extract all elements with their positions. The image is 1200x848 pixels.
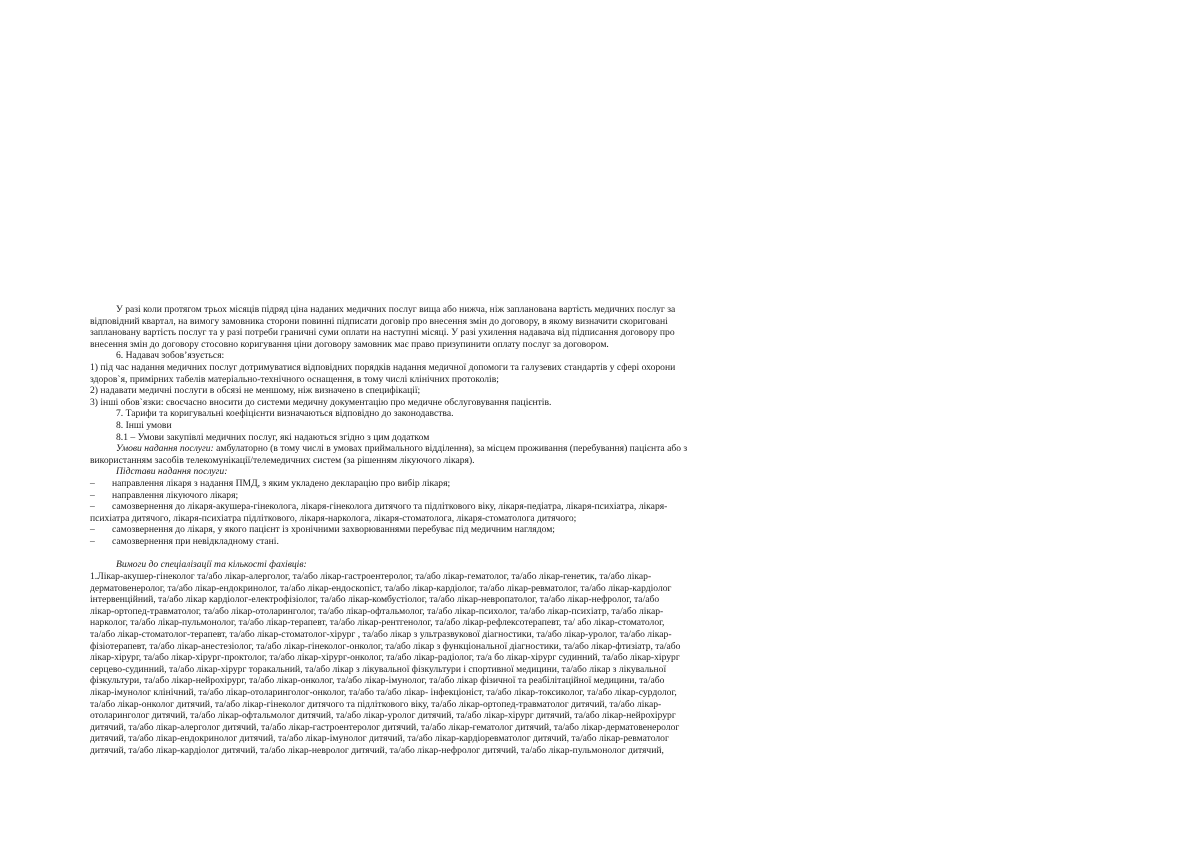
conditions-text: амбулаторно (в тому числі в умовах приймального відділення), за місцем проживання (перебування) пацієнта або з	[213, 443, 688, 455]
section-7: 7. Тарифи та коригувальні коефіцієнти визначаються відповідно до законодавства.	[116, 408, 454, 420]
text-line: дитячий, та/або лікар-алерголог дитячий, та/або лікар-гастроентеролог дитячий, та/або лікар-гематолог дитячий, та/або лікар-дерматовенеролог	[90, 721, 680, 733]
conditions-line	[90, 443, 780, 455]
text-line: лікар-ортопед-травматолог, та/або лікар-отоларинголог, та/або лікар-офтальмолог, та/або лікар-психолог, та/або лікар-психіатр, та/або лікар-	[90, 605, 664, 617]
text-line: 2) надавати медичні послуги в обсязі не меншому, ніж визначено в специфікації;	[90, 385, 421, 397]
section-6-list	[90, 362, 780, 408]
text-line: 1.Лікар-акушер-гінеколог та/або лікар-алерголог, та/або лікар-гастроентеролог, та/або лікар-гематолог, та/або лікар-генетик, та/або лікар-	[90, 571, 652, 583]
specialists-label: Вимоги до спеціалізації та кількості фахівців:	[116, 559, 307, 571]
grounds-list	[90, 478, 780, 548]
text-line: та/або лікар-онколог дитячий, та/або лікар-гінеколог дитячого та підліткового віку, та/або лікар-ортопед-травматолог дитячий, та/або лікар-	[90, 698, 662, 710]
dash-marker: –	[90, 477, 95, 489]
dash-marker: –	[90, 489, 95, 501]
paragraph-price-adjustment	[90, 304, 780, 350]
text-line: лікар-хірург, та/або лікар-хірург-проктолог, та/або лікар-хірург-онколог, та/або лікар-радіолог, та/а бо лікар-хірург судинний, та/або лікар-хірург	[90, 652, 680, 664]
text-line: внесення змін до договору стосовно коригування ціни договору замовник має право призупинити оплату послуг за договором.	[90, 338, 609, 350]
conditions-label: Умови надання послуги:	[116, 443, 214, 455]
text-line: нарколог, та/або лікар-пульмонолог, та/або лікар-терапевт, та/або лікар-рентгенолог, та/або лікар-рефлексотерапевт, та/ або лікар-стоматолог,	[90, 617, 665, 629]
list-item: – самозвернення до лікаря, у якого пацієнт із хронічними захворюваннями перебуває під медичним наглядом;	[90, 524, 555, 536]
text-line: та/або лікар-стоматолог-терапевт, та/або лікар-стоматолог-хірург , та/або лікар з ультразвукової діагностики, та/або лікар-уролог, та/або лікар-	[90, 629, 672, 641]
dash-marker: –	[90, 535, 95, 547]
spacer	[90, 547, 780, 559]
text-line: інтервенційний, та/або лікар кардіолог-електрофізіолог, та/або лікар-комбустіолог, та/або лікар-невропатолог, та/або лікар-нефролог, та/або	[90, 594, 660, 606]
section-6-title: 6. Надавач зобов’язується:	[116, 350, 225, 362]
text-line: лікар-імунолог клінічний, та/або лікар-отоларинголог-онколог, та/або та/або лікар- інфекціоніст, та/або лікар-токсиколог, та/або лікар-сурдолог,	[90, 687, 677, 698]
list-item-cont: психіатра дитячого, лікаря-психіатра підліткового, лікаря-нарколога, лікаря-стоматолога, лікаря-стоматолога дитячого;	[90, 512, 577, 524]
list-item: – направлення лікаря з надання ПМД, з яким укладено декларацію про вибір лікаря;	[90, 477, 451, 489]
text-line: фізіотерапевт, та/або лікар-анестезіолог, та/або лікар-гінеколог-онколог, та/або лікар з функціональної діагностики, та/або лікар-фтизіатр, та/або	[90, 640, 681, 652]
text-line: дитячий, та/або лікар-кардіолог дитячий, та/або лікар-невролог дитячий, та/або лікар-нефролог дитячий, та/або лікар-пульмонолог дитячий,	[90, 744, 664, 756]
text-line: 3) інші обов`язки: своєчасно вносити до системи медичну документацію про медичне обслуговування пацієнтів.	[90, 396, 552, 408]
section-8-1: 8.1 – Умови закупівлі медичних послуг, які надаються згідно з цим додатком	[116, 431, 430, 443]
text-line: серцево-судинний, та/або лікар-хірург торакальний, та/або лікар з лікувальної фізкультури і спортивної медицини, та/або лікар з лікувальної	[90, 663, 667, 675]
section-8-title: 8. Інші умови	[116, 419, 172, 431]
text-line: дерматовенеролог, та/або лікар-ендокринолог, та/або лікар-ендоскопіст, та/або лікар-кардіолог, та/або лікар-ревматолог, та/або лікар-кардіолог	[90, 582, 672, 594]
dash-marker: –	[90, 524, 95, 536]
text-line: здоров`я, примірних табелів матеріально-технічного оснащення, в тому числі клінічних протоколів;	[90, 373, 499, 385]
list-item: – самозвернення при невідкладному стані.	[90, 535, 279, 547]
conditions-text-cont: використанням засобів телекомунікації/телемедичних систем (за рішенням лікуючого лікаря).	[90, 454, 475, 466]
text-line: 1) під час надання медичних послуг дотримуватися відповідних порядків надання медичної допомоги та галузевих стандартів у сфері охорони	[90, 361, 676, 373]
list-item: – самозвернення до лікаря-акушера-гінеколога, лікаря-гінеколога дитячого та підліткового віку, лікаря-педіатра, лікаря-психіатра, лікаря-	[90, 501, 668, 513]
text-line: дитячий, та/або лікар-ендокринолог дитячий, та/або лікар-імунолог дитячий, та/або лікар-кардіоревматолог дитячий, та/або лікар-ревматолог	[90, 733, 669, 745]
text-line: фізкультури, та/або лікар-нейрохірург, та/або лікар-онколог, та/або лікар-імунолог, та/або лікар фізичної та реабілітаційної медицини, та/або	[90, 675, 665, 687]
text-line: заплановану вартість послуг та у разі потреби граничні суми оплати на наступні місяці. У разі ухилення надавача від підписання договору про	[90, 327, 675, 339]
grounds-label: Підстави надання послуги:	[116, 466, 228, 478]
list-item: – направлення лікуючого лікаря;	[90, 489, 239, 501]
text-line: У разі коли протягом трьох місяців підряд ціна наданих медичних послуг вища або нижча, ніж запланована вартість медичних послуг за	[116, 304, 676, 315]
text-line: відповідний квартал, на вимогу замовника сторони повинні підписати договір про внесення змін до договору, в якому визначити скориговані	[90, 315, 668, 327]
specialists-list	[90, 571, 780, 757]
dash-marker: –	[90, 501, 95, 513]
text-line: отоларинголог дитячий, та/або лікар-офтальмолог дитячий, та/або лікар-уролог дитячий, та/або лікар-хірург дитячий, та/або лікар-нейрохірург	[90, 710, 676, 722]
document-body	[90, 304, 780, 757]
